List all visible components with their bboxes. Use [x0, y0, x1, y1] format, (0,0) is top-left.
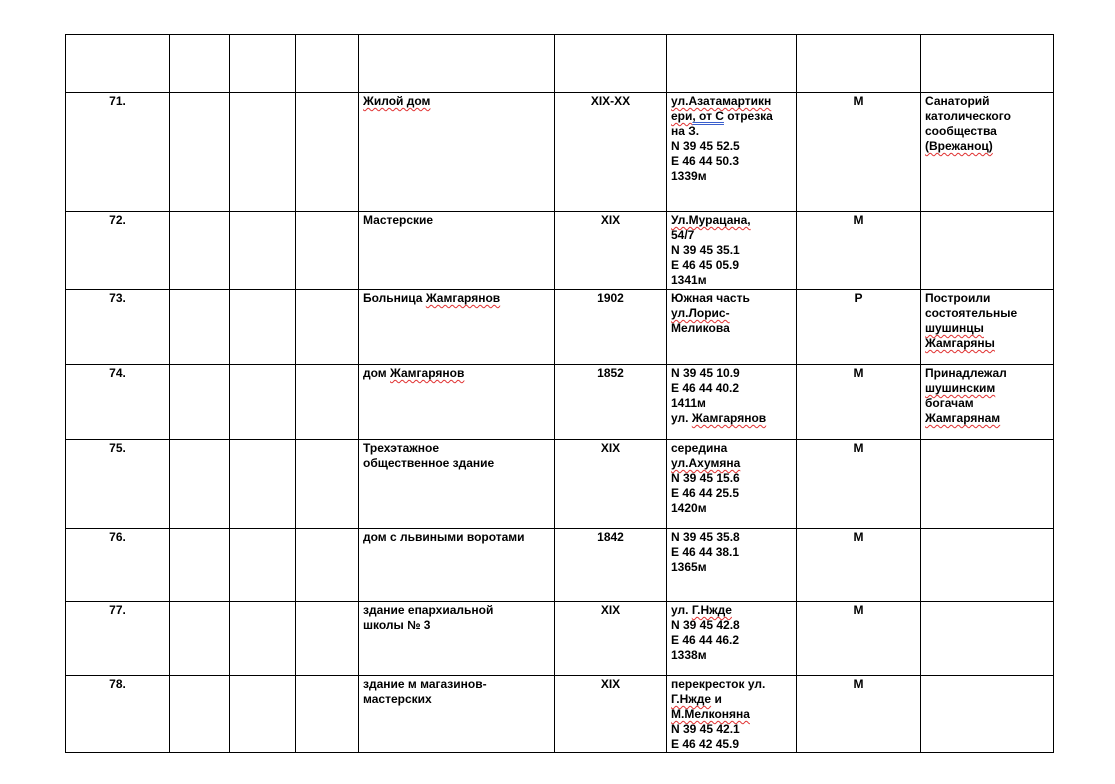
monument-location: ул.Азатамартикн ери, от С отрезка на З. N 39 45 52.5 E 46 44 50.3 1339м: [667, 93, 797, 212]
table-cell: [170, 529, 230, 602]
monument-date: XIX-XX: [555, 93, 667, 212]
monument-status: M: [797, 529, 921, 602]
table-cell: [170, 35, 230, 93]
row-number: 77.: [66, 602, 170, 676]
row-number: 74.: [66, 365, 170, 440]
table-cell: [170, 93, 230, 212]
table-row: [66, 93, 1054, 212]
table-cell: [296, 35, 359, 93]
monument-location: N 39 45 35.8 E 46 44 38.1 1365м: [667, 529, 797, 602]
table-cell: [296, 676, 359, 753]
table-cell: [921, 35, 1054, 93]
table-cell: [170, 440, 230, 529]
table-cell: [170, 602, 230, 676]
monument-location: Южная часть ул.Лорис- Меликова: [667, 290, 797, 365]
monument-date: XIX: [555, 440, 667, 529]
monument-note: [921, 529, 1054, 602]
table-cell: [296, 212, 359, 290]
monument-date: XIX: [555, 676, 667, 753]
table-cell: [296, 93, 359, 212]
monument-name: дом Жамгарянов: [359, 365, 555, 440]
table-cell: [170, 676, 230, 753]
monument-date: XIX: [555, 212, 667, 290]
monument-date: 1902: [555, 290, 667, 365]
table-cell: [296, 602, 359, 676]
monument-status: Р: [797, 290, 921, 365]
monument-name: здание м магазинов- мастерских: [359, 676, 555, 753]
table-cell: [667, 35, 797, 93]
row-number: 72.: [66, 212, 170, 290]
table-row: [66, 365, 1054, 440]
monument-location: середина ул.Ахумяна N 39 45 15.6 E 46 44 25.5 1420м: [667, 440, 797, 529]
monument-date: 1852: [555, 365, 667, 440]
monument-status: M: [797, 440, 921, 529]
table-cell: [296, 365, 359, 440]
table-cell: [66, 35, 170, 93]
monument-note: [921, 676, 1054, 753]
table-row: [66, 676, 1054, 753]
table-cell: [230, 602, 296, 676]
table-row: [66, 602, 1054, 676]
table-cell: [555, 35, 667, 93]
monuments-table: [65, 34, 1054, 753]
table-cell: [230, 93, 296, 212]
monument-note: [921, 212, 1054, 290]
table-row: [66, 440, 1054, 529]
monument-name: здание епархиальной школы № 3: [359, 602, 555, 676]
table-cell: [230, 676, 296, 753]
monument-location: перекресток ул. Г.Нжде и М.Мелконяна N 39 45 42.1 E 46 42 45.9: [667, 676, 797, 753]
monument-location: ул. Г.Нжде N 39 45 42.8 E 46 44 46.2 1338м: [667, 602, 797, 676]
monument-note: [921, 440, 1054, 529]
table-cell: [230, 212, 296, 290]
monument-status: M: [797, 676, 921, 753]
monument-status: M: [797, 602, 921, 676]
table-cell: [230, 529, 296, 602]
table-cell: [230, 35, 296, 93]
table-header-row: [66, 35, 1054, 93]
monument-date: XIX: [555, 602, 667, 676]
monument-status: M: [797, 365, 921, 440]
row-number: 78.: [66, 676, 170, 753]
row-number: 76.: [66, 529, 170, 602]
monument-note: [921, 602, 1054, 676]
monument-name: Трехэтажное общественное здание: [359, 440, 555, 529]
monument-name: Мастерские: [359, 212, 555, 290]
row-number: 73.: [66, 290, 170, 365]
table-cell: [359, 35, 555, 93]
table-cell: [170, 212, 230, 290]
monument-status: M: [797, 212, 921, 290]
monument-location: N 39 45 10.9 E 46 44 40.2 1411м ул. Жамгарянов: [667, 365, 797, 440]
table-row: [66, 529, 1054, 602]
monument-name: Больница Жамгарянов: [359, 290, 555, 365]
table-cell: [230, 440, 296, 529]
monument-note: Санаторий католического сообщества (Врежаноц): [921, 93, 1054, 212]
monument-name: Жилой дом: [359, 93, 555, 212]
table-cell: [170, 290, 230, 365]
table-cell: [797, 35, 921, 93]
monument-date: 1842: [555, 529, 667, 602]
monument-location: Ул.Мурацана, 54/7 N 39 45 35.1 E 46 45 05.9 1341м: [667, 212, 797, 290]
table-row: [66, 212, 1054, 290]
monument-note: Построили состоятельные шушинцы Жамгаряны: [921, 290, 1054, 365]
table-cell: [230, 365, 296, 440]
monument-name: дом с львиными воротами: [359, 529, 555, 602]
table-cell: [296, 290, 359, 365]
monument-note: Принадлежал шушинским богачам Жамгарянам: [921, 365, 1054, 440]
table-cell: [170, 365, 230, 440]
table-cell: [296, 440, 359, 529]
table-row: [66, 290, 1054, 365]
table-cell: [230, 290, 296, 365]
table-cell: [296, 529, 359, 602]
row-number: 71.: [66, 93, 170, 212]
monument-status: M: [797, 93, 921, 212]
row-number: 75.: [66, 440, 170, 529]
